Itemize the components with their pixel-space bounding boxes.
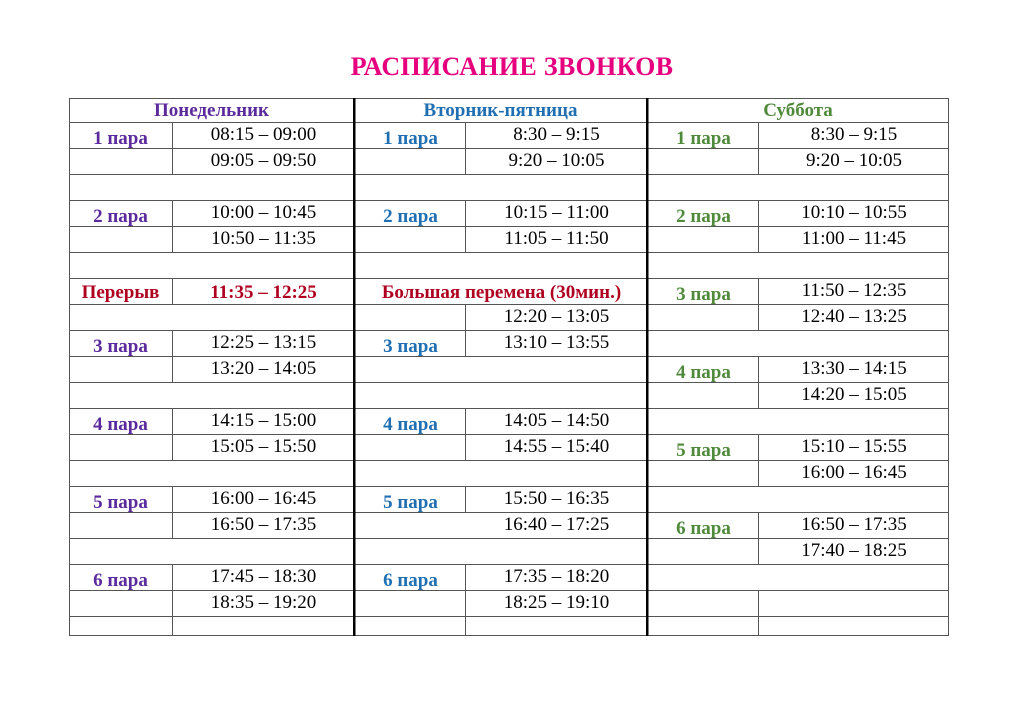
tuesday-friday-lesson2-time2: 11:05 – 11:50 (504, 228, 609, 249)
monday-lesson3-label: 3 пара (93, 335, 148, 357)
tuesday-friday-lesson1-time1: 8:30 – 9:15 (513, 124, 600, 145)
monday-lesson6-time2: 18:35 – 19:20 (210, 592, 317, 613)
tuesday-friday-lesson2-time1: 10:15 – 11:00 (504, 202, 609, 223)
monday-lesson2-time2: 10:50 – 11:35 (211, 228, 316, 249)
saturday-lesson4-label: 4 пара (676, 361, 731, 383)
tuesday-friday-lesson3-time2: 13:10 – 13:55 (503, 332, 610, 353)
tuesday-friday-lesson2-label: 2 пара (383, 205, 438, 227)
monday-lesson1-time2: 09:05 – 09:50 (210, 150, 317, 171)
monday-lesson3-time1: 12:25 – 13:15 (210, 332, 317, 353)
monday-lesson5-label: 5 пара (93, 491, 148, 513)
monday-break-label: Перерыв (81, 281, 160, 303)
saturday-lesson5-label: 5 пара (676, 439, 731, 461)
saturday-lesson4-time1: 13:30 – 14:15 (801, 358, 907, 379)
monday-lesson6-label: 6 пара (93, 569, 148, 591)
monday-break-time: 11:35 – 12:25 (210, 281, 317, 303)
saturday-lesson4-time2: 14:20 – 15:05 (801, 384, 907, 405)
saturday-lesson6-label: 6 пара (676, 517, 731, 539)
monday-lesson1-time1: 08:15 – 09:00 (210, 124, 317, 145)
page-title: РАСПИСАНИЕ ЗВОНКОВ (350, 52, 674, 81)
schedule-table (69, 98, 949, 636)
header-tuesday-friday: Вторник-пятница (423, 100, 578, 121)
tuesday-friday-lesson5-time1: 15:50 – 16:35 (503, 488, 610, 509)
monday-lesson4-time2: 15:05 – 15:50 (210, 436, 317, 457)
tuesday-friday-lesson6-time1: 17:35 – 18:20 (503, 566, 610, 587)
monday-lesson4-time1: 14:15 – 15:00 (210, 410, 317, 431)
tuesday-friday-lesson4-time1: 14:05 – 14:50 (503, 410, 610, 431)
saturday-lesson6-time2: 17:40 – 18:25 (801, 540, 907, 561)
saturday-lesson1-time1: 8:30 – 9:15 (810, 124, 898, 145)
monday-lesson3-time2: 13:20 – 14:05 (210, 358, 317, 379)
header-monday: Понедельник (153, 100, 269, 121)
saturday-lesson1-time2: 9:20 – 10:05 (805, 150, 903, 171)
monday-lesson2-label: 2 пара (93, 205, 148, 227)
tuesday-friday-lesson1-time2: 9:20 – 10:05 (508, 150, 605, 171)
saturday-lesson5-time1: 15:10 – 15:55 (801, 436, 907, 457)
saturday-lesson1-label: 1 пара (676, 127, 731, 149)
tuesday-friday-lesson5-time2: 16:40 – 17:25 (503, 514, 610, 535)
monday-lesson2-time1: 10:00 – 10:45 (210, 202, 317, 223)
monday-lesson5-time1: 16:00 – 16:45 (210, 488, 317, 509)
tuesday-friday-lesson3-label: 3 пара (383, 335, 438, 357)
tuesday-friday-break-label: Большая перемена (30мин.) (381, 281, 622, 303)
tuesday-friday-lesson4-time2: 14:55 – 15:40 (503, 436, 610, 457)
header-saturday: Суббота (763, 100, 833, 121)
saturday-lesson3-label: 3 пара (676, 283, 731, 305)
tuesday-friday-lesson4-label: 4 пара (383, 413, 438, 435)
saturday-lesson2-time1: 10:10 – 10:55 (801, 202, 907, 223)
tuesday-friday-lesson1-label: 1 пара (383, 127, 438, 149)
saturday-lesson2-time2: 11:00 – 11:45 (801, 228, 907, 249)
saturday-lesson6-time1: 16:50 – 17:35 (801, 514, 907, 535)
monday-lesson4-label: 4 пара (93, 413, 148, 435)
tuesday-friday-lesson6-label: 6 пара (383, 569, 438, 591)
saturday-lesson3-time1: 11:50 – 12:35 (801, 280, 907, 301)
tuesday-friday-lesson3-time1: 12:20 – 13:05 (503, 306, 610, 327)
monday-lesson6-time1: 17:45 – 18:30 (210, 566, 317, 587)
saturday-lesson3-time2: 12:40 – 13:25 (801, 306, 907, 327)
monday-lesson1-label: 1 пара (93, 127, 148, 149)
tuesday-friday-lesson6-time2: 18:25 – 19:10 (503, 592, 610, 613)
monday-lesson5-time2: 16:50 – 17:35 (210, 514, 317, 535)
tuesday-friday-lesson5-label: 5 пара (383, 491, 438, 513)
saturday-lesson2-label: 2 пара (676, 205, 731, 227)
saturday-lesson5-time2: 16:00 – 16:45 (801, 462, 907, 483)
